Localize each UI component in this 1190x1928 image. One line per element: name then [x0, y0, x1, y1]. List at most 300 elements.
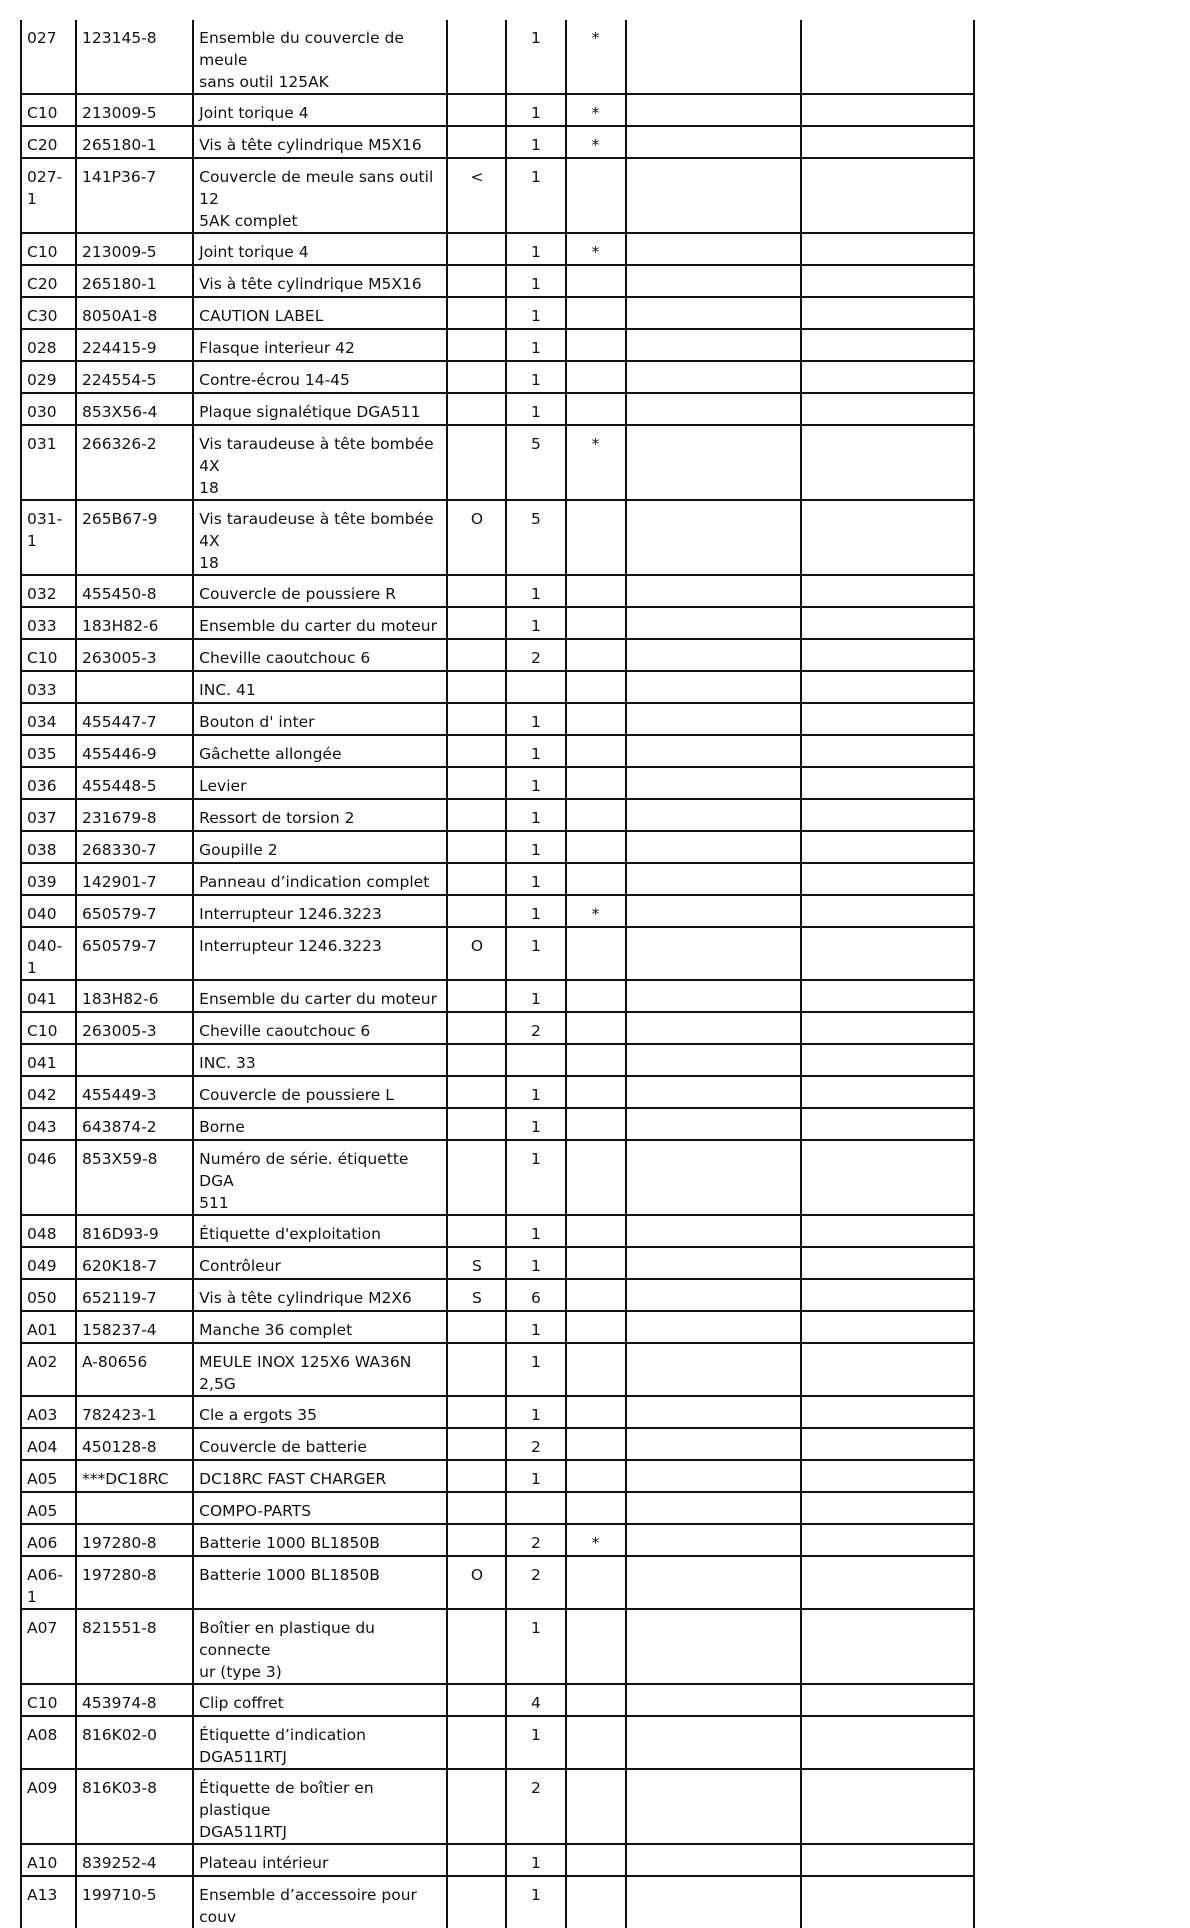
quantity-cell: 2 [506, 1428, 565, 1460]
item-number-cell: C10 [21, 639, 76, 671]
blank-cell-2 [801, 1396, 974, 1428]
blank-cell-2 [801, 265, 974, 297]
note-cell [447, 980, 506, 1012]
blank-cell-2 [801, 1684, 974, 1716]
item-number-cell: 033 [21, 671, 76, 703]
table-row [21, 1140, 974, 1215]
quantity-cell: 1 [506, 126, 565, 158]
item-number-cell: 040-1 [21, 927, 76, 980]
note-cell [447, 799, 506, 831]
quantity-cell: 1 [506, 1460, 565, 1492]
part-number-cell: 183H82-6 [76, 607, 193, 639]
description-cell: Ensemble du couvercle de meule sans outil 125AK [193, 20, 447, 94]
quantity-cell: 2 [506, 1524, 565, 1556]
description-cell: Cle a ergots 35 [193, 1396, 447, 1428]
mark-cell [566, 393, 626, 425]
note-cell [447, 1215, 506, 1247]
blank-cell-2 [801, 500, 974, 575]
mark-cell: * [566, 1524, 626, 1556]
blank-cell-1 [626, 1279, 801, 1311]
note-cell: S [447, 1279, 506, 1311]
blank-cell-2 [801, 1012, 974, 1044]
part-number-cell: 8050A1-8 [76, 297, 193, 329]
table-row [21, 1684, 974, 1716]
table-row [21, 1215, 974, 1247]
mark-cell [566, 799, 626, 831]
table-row [21, 1524, 974, 1556]
blank-cell-1 [626, 767, 801, 799]
quantity-cell: 5 [506, 500, 565, 575]
mark-cell [566, 927, 626, 980]
description-cell: Levier [193, 767, 447, 799]
mark-cell [566, 863, 626, 895]
note-cell [447, 1428, 506, 1460]
note-cell [447, 1396, 506, 1428]
item-number-cell: A08 [21, 1716, 76, 1769]
description-cell: Étiquette d'exploitation [193, 1215, 447, 1247]
note-cell [447, 94, 506, 126]
part-number-cell: 455448-5 [76, 767, 193, 799]
mark-cell [566, 671, 626, 703]
table-row [21, 1769, 974, 1844]
blank-cell-1 [626, 20, 801, 94]
part-number-cell: 197280-8 [76, 1556, 193, 1609]
blank-cell-1 [626, 1609, 801, 1684]
part-number-cell: 455450-8 [76, 575, 193, 607]
part-number-cell: 853X56-4 [76, 393, 193, 425]
blank-cell-2 [801, 863, 974, 895]
table-row [21, 329, 974, 361]
blank-cell-2 [801, 980, 974, 1012]
part-number-cell: 224554-5 [76, 361, 193, 393]
blank-cell-1 [626, 1140, 801, 1215]
note-cell [447, 126, 506, 158]
description-cell: Interrupteur 1246.3223 [193, 895, 447, 927]
blank-cell-2 [801, 1769, 974, 1844]
blank-cell-2 [801, 1716, 974, 1769]
part-number-cell: 265B67-9 [76, 500, 193, 575]
description-cell: Panneau d’indication complet [193, 863, 447, 895]
mark-cell [566, 767, 626, 799]
quantity-cell: 1 [506, 94, 565, 126]
blank-cell-2 [801, 361, 974, 393]
blank-cell-2 [801, 158, 974, 233]
blank-cell-1 [626, 799, 801, 831]
quantity-cell: 1 [506, 1609, 565, 1684]
mark-cell [566, 1279, 626, 1311]
description-cell: Goupille 2 [193, 831, 447, 863]
mark-cell [566, 639, 626, 671]
item-number-cell: C20 [21, 126, 76, 158]
blank-cell-2 [801, 1140, 974, 1215]
blank-cell-2 [801, 20, 974, 94]
item-number-cell: A10 [21, 1844, 76, 1876]
table-row [21, 1044, 974, 1076]
quantity-cell: 1 [506, 980, 565, 1012]
note-cell: O [447, 1556, 506, 1609]
note-cell: S [447, 1247, 506, 1279]
part-number-cell [76, 1044, 193, 1076]
mark-cell [566, 1044, 626, 1076]
blank-cell-1 [626, 500, 801, 575]
table-row [21, 1396, 974, 1428]
table-row [21, 1428, 974, 1460]
blank-cell-2 [801, 735, 974, 767]
blank-cell-2 [801, 1076, 974, 1108]
item-number-cell: 048 [21, 1215, 76, 1247]
mark-cell [566, 1247, 626, 1279]
table-row [21, 1279, 974, 1311]
description-cell: Numéro de série. étiquette DGA 511 [193, 1140, 447, 1215]
table-row [21, 1492, 974, 1524]
item-number-cell: C10 [21, 1012, 76, 1044]
note-cell [447, 1108, 506, 1140]
blank-cell-1 [626, 1428, 801, 1460]
item-number-cell: C20 [21, 265, 76, 297]
item-number-cell: 041 [21, 1044, 76, 1076]
part-number-cell: 199710-5 [76, 1876, 193, 1928]
quantity-cell: 1 [506, 831, 565, 863]
blank-cell-2 [801, 329, 974, 361]
item-number-cell: C10 [21, 1684, 76, 1716]
blank-cell-1 [626, 1044, 801, 1076]
part-number-cell: 839252-4 [76, 1844, 193, 1876]
description-cell: Batterie 1000 BL1850B [193, 1556, 447, 1609]
quantity-cell: 1 [506, 575, 565, 607]
table-row [21, 297, 974, 329]
note-cell [447, 1492, 506, 1524]
quantity-cell: 4 [506, 1684, 565, 1716]
note-cell: < [447, 158, 506, 233]
quantity-cell: 1 [506, 265, 565, 297]
mark-cell: * [566, 20, 626, 94]
description-cell: Batterie 1000 BL1850B [193, 1524, 447, 1556]
blank-cell-1 [626, 927, 801, 980]
item-number-cell: A03 [21, 1396, 76, 1428]
quantity-cell: 1 [506, 1876, 565, 1928]
blank-cell-1 [626, 265, 801, 297]
quantity-cell: 1 [506, 1247, 565, 1279]
quantity-cell: 1 [506, 1343, 565, 1396]
table-row [21, 1460, 974, 1492]
description-cell: Boîtier en plastique du connecte ur (type 3) [193, 1609, 447, 1684]
quantity-cell: 1 [506, 361, 565, 393]
description-cell: CAUTION LABEL [193, 297, 447, 329]
blank-cell-2 [801, 1460, 974, 1492]
table-row [21, 1247, 974, 1279]
description-cell: Couvercle de poussiere L [193, 1076, 447, 1108]
blank-cell-1 [626, 735, 801, 767]
part-number-cell: 183H82-6 [76, 980, 193, 1012]
blank-cell-2 [801, 1215, 974, 1247]
note-cell [447, 329, 506, 361]
blank-cell-1 [626, 1311, 801, 1343]
table-row [21, 1876, 974, 1928]
quantity-cell: 2 [506, 1012, 565, 1044]
item-number-cell: 027 [21, 20, 76, 94]
description-cell: Étiquette d’indication DGA511RTJ [193, 1716, 447, 1769]
quantity-cell [506, 1044, 565, 1076]
mark-cell [566, 1140, 626, 1215]
note-cell [447, 1524, 506, 1556]
mark-cell [566, 703, 626, 735]
quantity-cell: 1 [506, 158, 565, 233]
note-cell [447, 735, 506, 767]
mark-cell [566, 1609, 626, 1684]
part-number-cell: 158237-4 [76, 1311, 193, 1343]
mark-cell: * [566, 233, 626, 265]
note-cell [447, 607, 506, 639]
note-cell [447, 703, 506, 735]
table-row [21, 94, 974, 126]
note-cell [447, 425, 506, 500]
part-number-cell: 455449-3 [76, 1076, 193, 1108]
item-number-cell: 027-1 [21, 158, 76, 233]
note-cell [447, 671, 506, 703]
part-number-cell: 643874-2 [76, 1108, 193, 1140]
blank-cell-2 [801, 927, 974, 980]
mark-cell [566, 361, 626, 393]
quantity-cell: 1 [506, 1215, 565, 1247]
description-cell: Manche 36 complet [193, 1311, 447, 1343]
table-row [21, 126, 974, 158]
description-cell: Vis taraudeuse à tête bombée 4X 18 [193, 500, 447, 575]
blank-cell-2 [801, 1609, 974, 1684]
item-number-cell: 040 [21, 895, 76, 927]
description-cell: Couvercle de poussiere R [193, 575, 447, 607]
table-row [21, 1108, 974, 1140]
description-cell: DC18RC FAST CHARGER [193, 1460, 447, 1492]
note-cell [447, 1684, 506, 1716]
blank-cell-2 [801, 799, 974, 831]
blank-cell-2 [801, 1044, 974, 1076]
description-cell: Vis à tête cylindrique M5X16 [193, 126, 447, 158]
item-number-cell: C30 [21, 297, 76, 329]
part-number-cell: 455447-7 [76, 703, 193, 735]
blank-cell-1 [626, 607, 801, 639]
quantity-cell: 1 [506, 607, 565, 639]
part-number-cell: 141P36-7 [76, 158, 193, 233]
blank-cell-2 [801, 297, 974, 329]
item-number-cell: 050 [21, 1279, 76, 1311]
quantity-cell: 1 [506, 703, 565, 735]
table-row [21, 1311, 974, 1343]
part-number-cell: 213009-5 [76, 233, 193, 265]
mark-cell [566, 735, 626, 767]
note-cell [447, 1012, 506, 1044]
item-number-cell: 033 [21, 607, 76, 639]
part-number-cell: 816D93-9 [76, 1215, 193, 1247]
mark-cell [566, 1311, 626, 1343]
note-cell [447, 1609, 506, 1684]
table-row [21, 831, 974, 863]
blank-cell-1 [626, 1108, 801, 1140]
item-number-cell: 049 [21, 1247, 76, 1279]
quantity-cell: 1 [506, 1716, 565, 1769]
description-cell: Vis taraudeuse à tête bombée 4X 18 [193, 425, 447, 500]
item-number-cell: 035 [21, 735, 76, 767]
item-number-cell: A04 [21, 1428, 76, 1460]
blank-cell-1 [626, 1215, 801, 1247]
parts-table-body [21, 20, 974, 1928]
item-number-cell: C10 [21, 233, 76, 265]
part-number-cell: 265180-1 [76, 126, 193, 158]
blank-cell-1 [626, 425, 801, 500]
blank-cell-1 [626, 980, 801, 1012]
quantity-cell: 1 [506, 1140, 565, 1215]
quantity-cell: 1 [506, 767, 565, 799]
item-number-cell: A05 [21, 1492, 76, 1524]
mark-cell [566, 1012, 626, 1044]
table-row [21, 980, 974, 1012]
quantity-cell: 1 [506, 1844, 565, 1876]
blank-cell-2 [801, 895, 974, 927]
part-number-cell [76, 1492, 193, 1524]
description-cell: Ressort de torsion 2 [193, 799, 447, 831]
item-number-cell: 034 [21, 703, 76, 735]
blank-cell-1 [626, 1769, 801, 1844]
table-row [21, 575, 974, 607]
blank-cell-2 [801, 1247, 974, 1279]
table-row [21, 927, 974, 980]
mark-cell [566, 1492, 626, 1524]
description-cell: Ensemble du carter du moteur [193, 980, 447, 1012]
parts-table [20, 20, 975, 1928]
item-number-cell: 030 [21, 393, 76, 425]
mark-cell: * [566, 895, 626, 927]
mark-cell [566, 1215, 626, 1247]
mark-cell [566, 329, 626, 361]
note-cell [447, 361, 506, 393]
note-cell [447, 895, 506, 927]
blank-cell-2 [801, 671, 974, 703]
blank-cell-1 [626, 158, 801, 233]
blank-cell-2 [801, 1556, 974, 1609]
blank-cell-1 [626, 94, 801, 126]
mark-cell: * [566, 126, 626, 158]
blank-cell-2 [801, 1279, 974, 1311]
item-number-cell: 029 [21, 361, 76, 393]
note-cell: O [447, 927, 506, 980]
item-number-cell: 031-1 [21, 500, 76, 575]
blank-cell-2 [801, 703, 974, 735]
mark-cell [566, 1876, 626, 1928]
blank-cell-1 [626, 1684, 801, 1716]
blank-cell-2 [801, 1876, 974, 1928]
mark-cell [566, 1844, 626, 1876]
item-number-cell: A06-1 [21, 1556, 76, 1609]
blank-cell-1 [626, 1844, 801, 1876]
part-number-cell: 213009-5 [76, 94, 193, 126]
note-cell [447, 1876, 506, 1928]
description-cell: Cheville caoutchouc 6 [193, 639, 447, 671]
mark-cell [566, 607, 626, 639]
description-cell: Couvercle de meule sans outil 12 5AK complet [193, 158, 447, 233]
description-cell: Flasque interieur 42 [193, 329, 447, 361]
mark-cell [566, 575, 626, 607]
note-cell [447, 1769, 506, 1844]
part-number-cell: 263005-3 [76, 1012, 193, 1044]
note-cell [447, 863, 506, 895]
item-number-cell: 041 [21, 980, 76, 1012]
description-cell: Étiquette de boîtier en plastique DGA511RTJ [193, 1769, 447, 1844]
table-row [21, 1556, 974, 1609]
table-row [21, 671, 974, 703]
description-cell: INC. 33 [193, 1044, 447, 1076]
quantity-cell [506, 1492, 565, 1524]
blank-cell-1 [626, 1343, 801, 1396]
note-cell [447, 1343, 506, 1396]
blank-cell-2 [801, 94, 974, 126]
table-row [21, 1076, 974, 1108]
part-number-cell: 650579-7 [76, 895, 193, 927]
item-number-cell: A13 [21, 1876, 76, 1928]
part-number-cell: 821551-8 [76, 1609, 193, 1684]
description-cell: Clip coffret [193, 1684, 447, 1716]
table-row [21, 393, 974, 425]
quantity-cell: 1 [506, 735, 565, 767]
item-number-cell: A05 [21, 1460, 76, 1492]
blank-cell-1 [626, 1556, 801, 1609]
table-row [21, 1844, 974, 1876]
part-number-cell: 620K18-7 [76, 1247, 193, 1279]
part-number-cell: A-80656 [76, 1343, 193, 1396]
item-number-cell: A01 [21, 1311, 76, 1343]
note-cell: O [447, 500, 506, 575]
item-number-cell: 038 [21, 831, 76, 863]
quantity-cell: 1 [506, 927, 565, 980]
description-cell: COMPO-PARTS [193, 1492, 447, 1524]
table-row [21, 607, 974, 639]
description-cell: Joint torique 4 [193, 94, 447, 126]
part-number-cell: 455446-9 [76, 735, 193, 767]
description-cell: Contrôleur [193, 1247, 447, 1279]
description-cell: Interrupteur 1246.3223 [193, 927, 447, 980]
table-row [21, 425, 974, 500]
note-cell [447, 1844, 506, 1876]
blank-cell-2 [801, 425, 974, 500]
table-row [21, 703, 974, 735]
note-cell [447, 639, 506, 671]
note-cell [447, 1140, 506, 1215]
blank-cell-1 [626, 233, 801, 265]
blank-cell-1 [626, 1716, 801, 1769]
quantity-cell: 1 [506, 1396, 565, 1428]
part-number-cell: 853X59-8 [76, 1140, 193, 1215]
quantity-cell: 1 [506, 799, 565, 831]
item-number-cell: 031 [21, 425, 76, 500]
blank-cell-1 [626, 1076, 801, 1108]
table-row [21, 767, 974, 799]
mark-cell [566, 1343, 626, 1396]
item-number-cell: 046 [21, 1140, 76, 1215]
part-number-cell: 816K02-0 [76, 1716, 193, 1769]
note-cell [447, 1311, 506, 1343]
blank-cell-2 [801, 1311, 974, 1343]
part-number-cell: 652119-7 [76, 1279, 193, 1311]
description-cell: INC. 41 [193, 671, 447, 703]
mark-cell [566, 297, 626, 329]
quantity-cell: 1 [506, 393, 565, 425]
description-cell: Gâchette allongée [193, 735, 447, 767]
blank-cell-1 [626, 393, 801, 425]
blank-cell-2 [801, 575, 974, 607]
table-row [21, 20, 974, 94]
item-number-cell: 039 [21, 863, 76, 895]
quantity-cell: 2 [506, 1556, 565, 1609]
part-number-cell: 268330-7 [76, 831, 193, 863]
part-number-cell: 816K03-8 [76, 1769, 193, 1844]
